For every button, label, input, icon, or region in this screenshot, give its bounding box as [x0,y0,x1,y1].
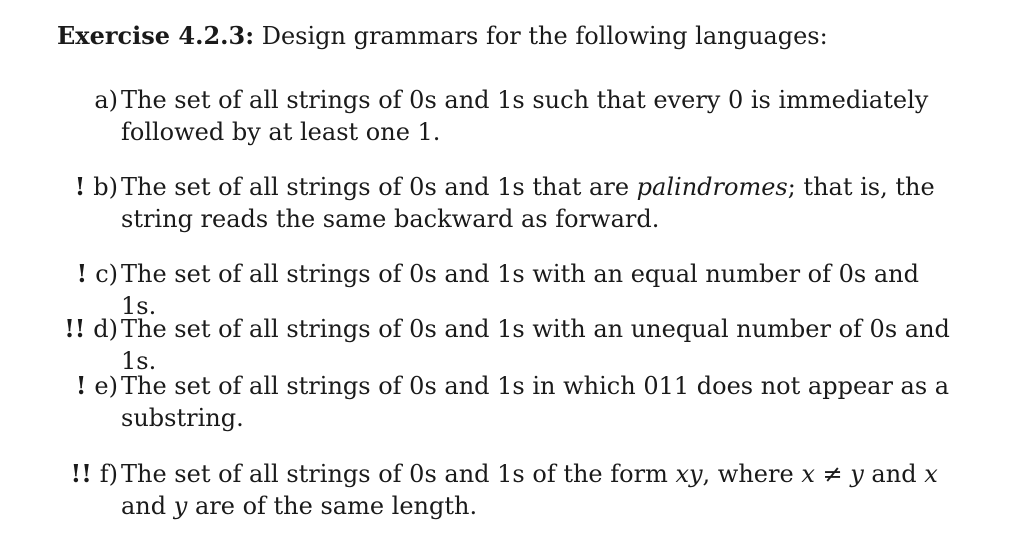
item-text [121,458,961,522]
item-text-part: ; that is, the string reads the same backward as forward. [121,173,935,233]
item-emphasis: palindromes [636,173,788,201]
item-text-part: , where [702,460,802,488]
item-marker [77,258,118,290]
item-text: The set of all strings of 0s and 1s in which 011 does not appear as a substring. [121,372,950,432]
item-marker [71,458,118,490]
math-symbol: x [801,460,815,488]
item-text-part: and [863,460,925,488]
item-text: The set of all strings of 0s and 1s with an equal number of 0s and 1s. [121,260,919,320]
item-text-part: The set of all strings of 0s and 1s of the form [121,460,676,488]
item-letter: d) [93,315,118,343]
exercise-label: Exercise 4.2.3: [57,21,255,50]
item-marker [75,171,118,203]
item-marker [76,370,118,402]
item-letter: c) [95,260,118,288]
math-symbol: xy [675,460,703,488]
item-text: The set of all strings of 0s and 1s such that every 0 is immediately followed by at least one 1. [121,86,929,146]
item-text-part: The set of all strings of 0s and 1s that are [121,173,637,201]
item-text: The set of all strings of 0s and 1s with an unequal number of 0s and 1s. [121,315,950,375]
item-marker [64,313,118,345]
item-marker [94,84,118,116]
item-letter: f) [99,460,118,488]
exercise-heading [57,20,828,52]
item-letter: a) [94,86,118,114]
item-letter: e) [94,372,118,400]
math-symbol: y [850,460,864,488]
exercise-intro: Design grammars for the following languages: [261,22,828,50]
difficulty-marker: !! [64,314,86,343]
math-symbol: x [924,460,938,488]
item-text-part: and [121,492,174,520]
difficulty-marker: !! [70,459,92,488]
item-letter: b) [93,173,118,201]
math-operator: ≠ [814,460,851,488]
item-text [121,171,961,235]
item-text-part: are of the same length. [187,492,478,520]
difficulty-marker: ! [74,172,86,201]
math-symbol: y [173,492,188,520]
difficulty-marker: ! [76,259,88,288]
difficulty-marker: ! [75,371,87,400]
